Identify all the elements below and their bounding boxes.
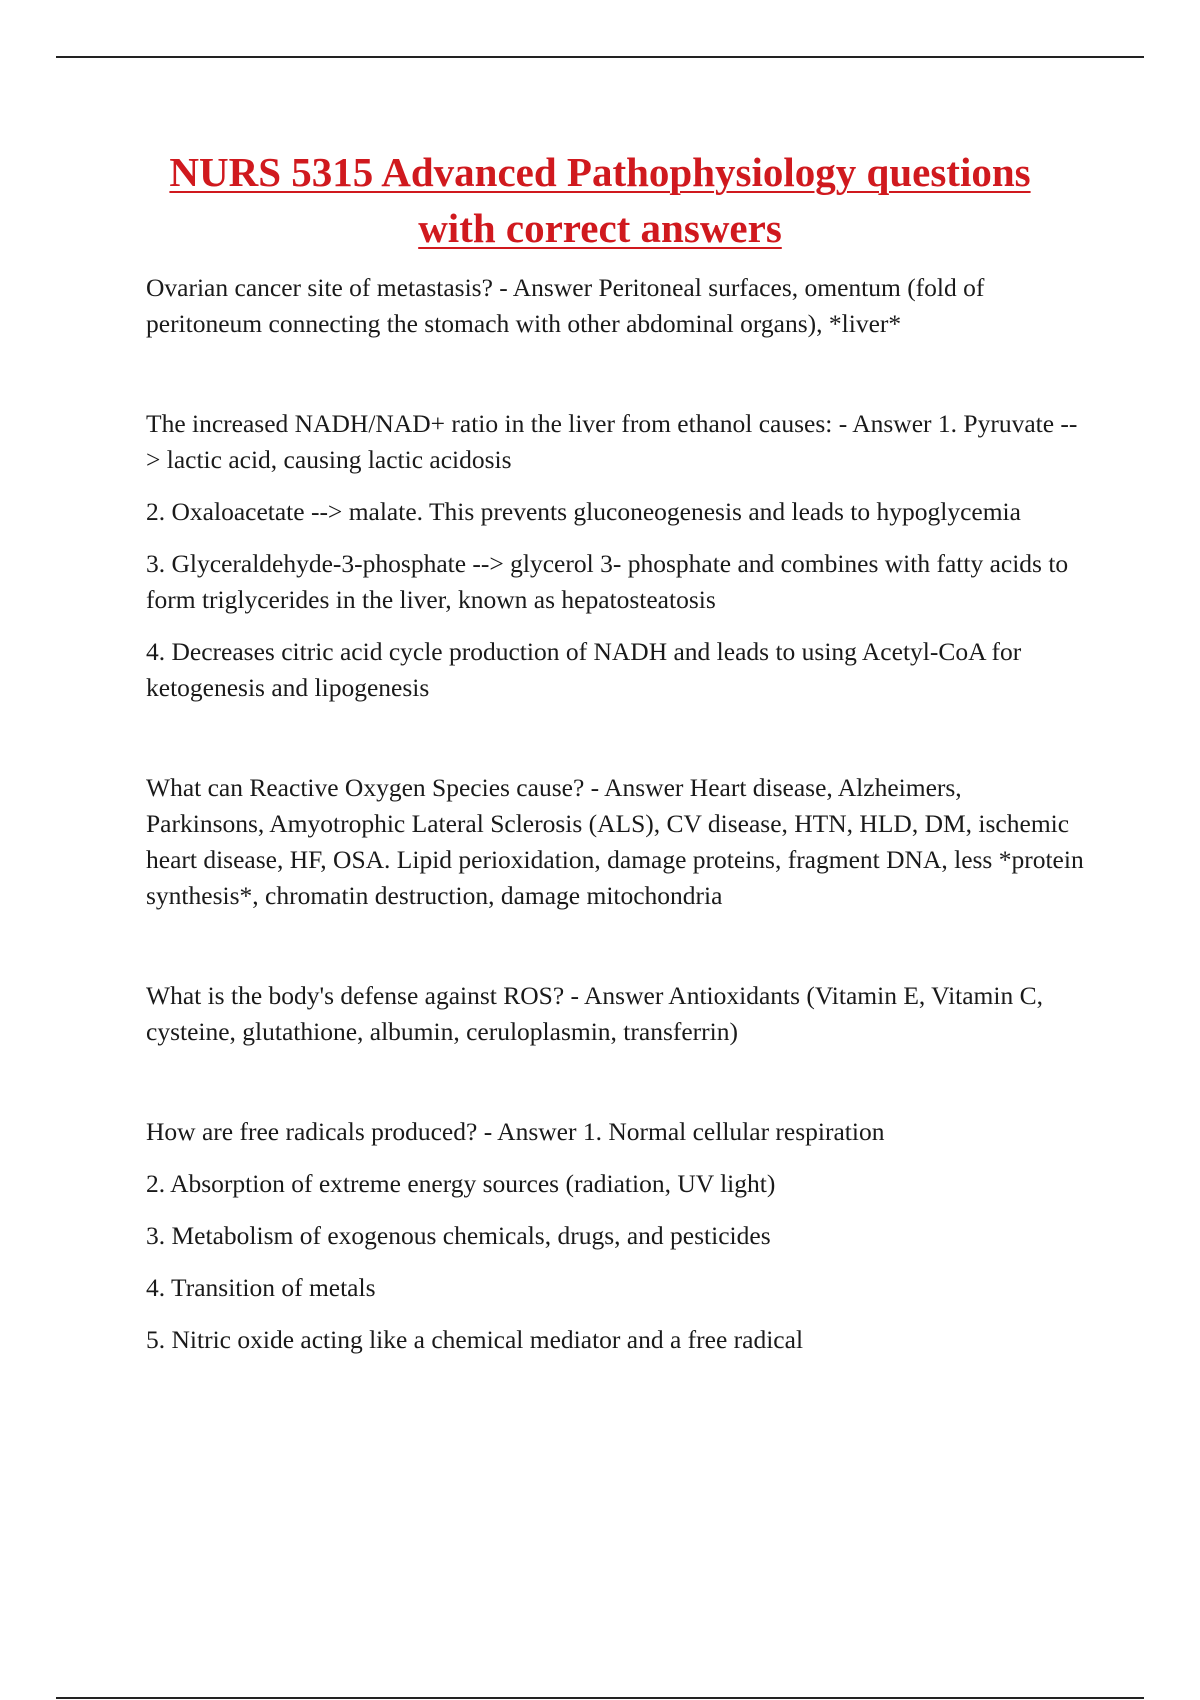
qa-nadh-item-4: 4. Decreases citric acid cycle production of NADH and leads to using Acetyl-CoA for ketogenesis and lipogenesis (146, 637, 1022, 702)
qa-nadh-ratio: The increased NADH/NAD+ ratio in the liver from ethanol causes: - Answer 1. Pyruvate --> lactic acid, causing lactic acidosis (146, 409, 1078, 474)
qa-free-radicals-item-4: 4. Transition of metals (146, 1273, 376, 1302)
document-title (100, 144, 1100, 256)
qa-free-radicals-item-3: 3. Metabolism of exogenous chemicals, drugs, and pesticides (146, 1221, 771, 1250)
qa-ovarian-cancer: Ovarian cancer site of metastasis? - Answer Peritoneal surfaces, omentum (fold of peritoneum connecting the stomach with other abdominal organs), *liver* (146, 273, 985, 338)
qa-free-radicals-item-2: 2. Absorption of extreme energy sources (radiation, UV light) (146, 1169, 776, 1198)
top-rule (56, 56, 1144, 58)
qa-free-radicals: How are free radicals produced? - Answer 1. Normal cellular respiration (146, 1117, 885, 1146)
title-line-2: with correct answers (418, 205, 782, 251)
qa-ros-cause: What can Reactive Oxygen Species cause? - Answer Heart disease, Alzheimers, Parkinsons, Amyotrophic Lateral Sclerosis (ALS), CV disease, HTN, HLD, DM, ischemic heart disease, HF, OSA. Lipid perioxidation, damage proteins, fragment DNA, less *protein synthesis*, chromatin destruction, damage mitochondria (146, 773, 1084, 910)
document-body (146, 270, 1086, 1358)
qa-ros-defense: What is the body's defense against ROS? - Answer Antioxidants (Vitamin E, Vitamin C, cysteine, glutathione, albumin, ceruloplasmin, transferrin) (146, 981, 1043, 1046)
title-line-1: NURS 5315 Advanced Pathophysiology questions (169, 149, 1031, 195)
bottom-rule (56, 1697, 1144, 1699)
qa-free-radicals-item-5: 5. Nitric oxide acting like a chemical mediator and a free radical (146, 1325, 804, 1354)
qa-nadh-item-3: 3. Glyceraldehyde-3-phosphate --> glycerol 3- phosphate and combines with fatty acids to form triglycerides in the liver, known as hepatosteatosis (146, 549, 1069, 614)
qa-nadh-item-2: 2. Oxaloacetate --> malate. This prevents gluconeogenesis and leads to hypoglycemia (146, 497, 1021, 526)
